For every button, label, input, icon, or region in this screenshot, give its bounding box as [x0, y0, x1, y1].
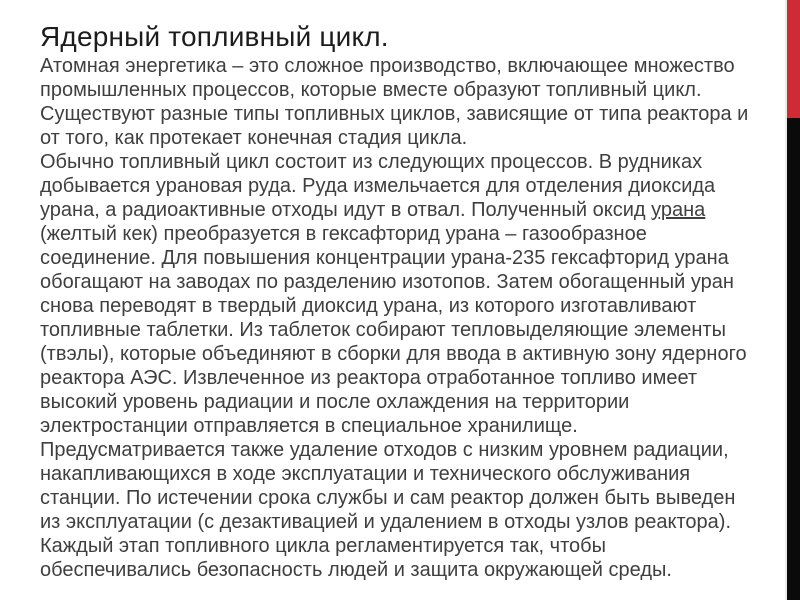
text-block: [40, 20, 758, 582]
paragraph-2-text-after: (желтый кек) преобразуется в гексафторид урана – газообразное соединение. Для повышения концентрации урана-235 гексафторид урана обогащают на заводах по разделению изотопов. Затем обогащенный уран снова переводят в твердый диоксид урана, из которого изготавливают топливные таблетки. Из таблеток собирают тепловыделяющие элементы (твэлы), которые объединяют в сборки для ввода в активную зону ядерного реактора АЭС. Извлеченное из реактора отработанное топливо имеет высокий уровень радиации и после охлаждения на территории электростанции отправляется в специальное хранилище.: [40, 223, 747, 437]
accent-bar-black-segment: [787, 118, 800, 600]
slide-body: [40, 54, 758, 582]
body-paragraph-2: [40, 150, 758, 438]
slide-title-text: Ядерный топливный цикл.: [40, 21, 389, 52]
accent-bar: [785, 0, 800, 600]
accent-bar-red-segment: [787, 0, 800, 118]
body-paragraph-3: Предусматривается также удаление отходов с низким уровнем радиации, накапливающихся в ходе эксплуатации и технического обслуживания станции. По истечении срока службы и сам реактор должен быть выведен из эксплуатации (с дезактивацией и удалением в отходы узлов реактора). Каждый этап топливного цикла регламентируется так, чтобы обеспечивались безопасность людей и защита окружающей среды.: [40, 439, 736, 581]
body-paragraph-1: Атомная энергетика – это сложное производство, включающее множество промышленных процессов, которые вместе образуют топливный цикл. Существуют разные типы топливных циклов, зависящие от типа реактора и от того, как протекает конечная стадия цикла.: [40, 55, 749, 149]
paragraph-2-text-before: Обычно топливный цикл состоит из следующих процессов. В рудниках добывается урановая руда. Руда измельчается для отделения диоксида урана, а радиоактивные отходы идут в отвал. Полученный оксид: [40, 151, 716, 221]
uranium-oxide-link[interactable]: урана: [651, 199, 706, 221]
slide-title: [40, 20, 758, 54]
